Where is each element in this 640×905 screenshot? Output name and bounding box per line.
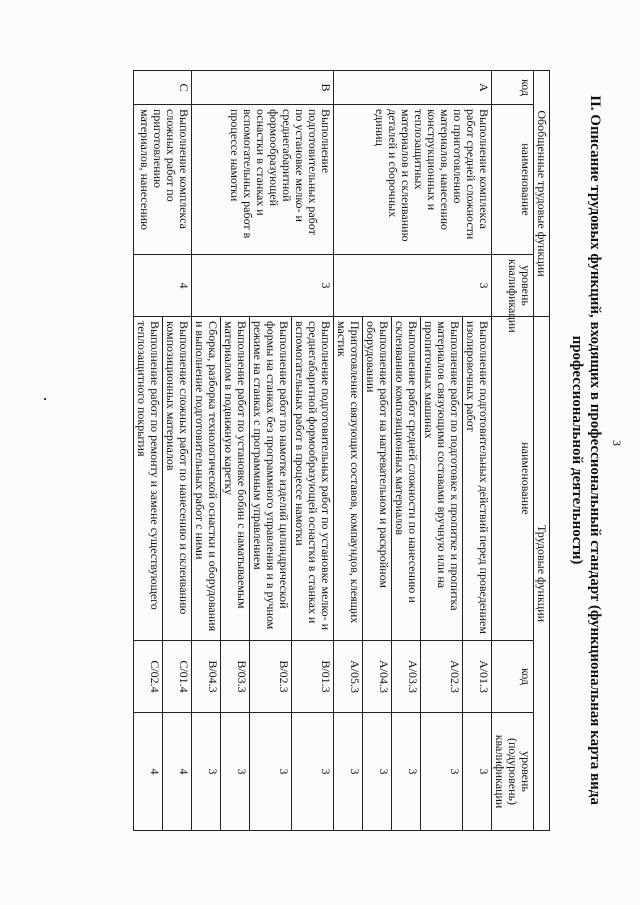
function-level: 3: [392, 713, 421, 831]
functional-map-table: [133, 70, 550, 831]
header-code2: код: [492, 641, 534, 713]
function-name: Сборка, разборка технологической оснастки и оборудования и выполнение подготовительных работ с ними: [192, 317, 221, 641]
header-code: код: [492, 71, 534, 105]
function-code: A/04.3: [363, 641, 392, 713]
function-name: Выполнение работ на нагревательном и раскройном оборудовании: [363, 317, 392, 641]
function-name: Выполнение работ по намотке изделий цилиндрической формы на станках без программного управления и в ручном режиме на станках с программным управлением: [250, 317, 292, 641]
function-name: Выполнение подготовительных работ по установке мелко- и среднегабаритной формообразующей оснастки в станках и вспомогательных работ в процессе намотки: [292, 317, 334, 641]
group-level: 3: [192, 255, 334, 317]
function-code: B/01.3: [292, 641, 334, 713]
header-sublevel: уровень (подуровень) квалификации: [492, 713, 534, 831]
function-level: 4: [163, 713, 192, 831]
function-level: 4: [134, 713, 163, 831]
function-level: 3: [192, 713, 221, 831]
function-level: 3: [292, 713, 334, 831]
page-title: [568, 70, 604, 830]
function-code: A/03.3: [392, 641, 421, 713]
table-row: [292, 71, 334, 831]
function-level: 3: [250, 713, 292, 831]
function-name: Выполнение работ по подготовке к пропитке и пропитка материалов связующими составами вручную или на пропиточных машинах: [421, 317, 463, 641]
header-generalized: Обобщенные трудовые функции: [534, 71, 550, 317]
page-number: 3: [610, 440, 624, 446]
group-level: 3: [334, 255, 492, 317]
header-row-2: [492, 71, 534, 831]
table-row: [463, 71, 492, 831]
header-name2: наименование: [492, 317, 534, 641]
group-level: 4: [134, 255, 192, 317]
group-code: A: [334, 71, 492, 105]
header-labor: Трудовые функции: [534, 317, 550, 831]
function-name: Выполнение работ по установке бобин с наматываемым материалом в подвижную каретку: [221, 317, 250, 641]
header-level: уровень квалификации: [492, 255, 534, 317]
function-level: 3: [334, 713, 363, 831]
function-code: A/02.3: [421, 641, 463, 713]
function-level: 3: [463, 713, 492, 831]
function-level: 3: [221, 713, 250, 831]
function-code: A/01.3: [463, 641, 492, 713]
function-code: C/02.4: [134, 641, 163, 713]
function-level: 3: [421, 713, 463, 831]
header-name: наименование: [492, 105, 534, 255]
group-name: Выполнение комплекса работ средней сложности по приготовлению материалов, нанесению конструкционных и теплозащитных материалов и склеиванию деталей и сборочных единиц: [334, 105, 492, 255]
title-line-2: профессиональной деятельности): [569, 335, 585, 565]
function-name: Приготовление связующих составов, компаундов, клеящих мастик: [334, 317, 363, 641]
function-code: B/03.3: [221, 641, 250, 713]
function-level: 3: [363, 713, 392, 831]
function-code: B/02.3: [250, 641, 292, 713]
function-name: Выполнение подготовительных действий перед проведением изолировочных работ: [463, 317, 492, 641]
function-name: Выполнение работ по ремонту и замене существующего теплозащитного покрытия: [134, 317, 163, 641]
function-code: C/01.4: [163, 641, 192, 713]
group-code: C: [134, 71, 192, 105]
title-line-1: II. Описание трудовых функций, входящих в профессиональный стандарт (функциональная карта вида: [587, 95, 603, 805]
function-code: B/04.3: [192, 641, 221, 713]
table-row: [163, 71, 192, 831]
function-name: Выполнение работ средней сложности по нанесению и склеиванию композиционных материалов: [392, 317, 421, 641]
group-code: B: [192, 71, 334, 105]
group-name: Выполнение комплекса сложных работ по приготовлению материалов, нанесению: [134, 105, 192, 255]
header-row-1: [534, 71, 550, 831]
function-name: Выполнение сложных работ по нанесению и склеиванию композиционных материалов: [163, 317, 192, 641]
group-name: Выполнение подготовительных работ по установке мелко- и среднегабаритной формообразующей оснастки в станках и вспомогательных работ в процессе намотки: [192, 105, 334, 255]
function-code: A/05.3: [334, 641, 363, 713]
